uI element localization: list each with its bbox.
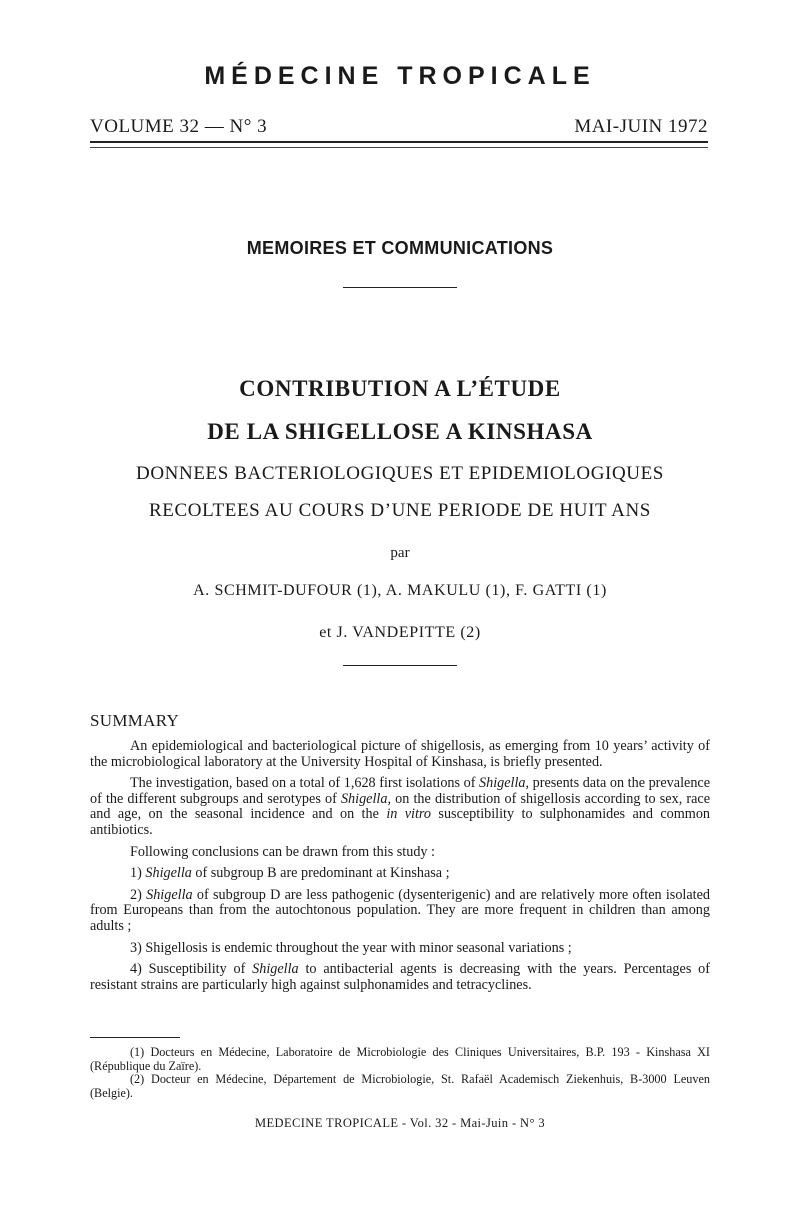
conclusion-item — [90, 962, 710, 993]
journal-title: MÉDECINE TROPICALE — [204, 62, 596, 90]
page-footer: MEDECINE TROPICALE - Vol. 32 - Mai-Juin - N° 3 — [254, 1116, 546, 1130]
genus-name: Shigella — [146, 886, 193, 903]
summary-text: of subgroup B are predominant at Kinshasa ; — [191, 865, 450, 882]
section-heading: MEMOIRES ET COMMUNICATIONS — [246, 238, 554, 258]
article-title-line2: DE LA SHIGELLOSE A KINSHASA — [207, 419, 593, 444]
genus-name: Shigella, — [340, 790, 391, 807]
conclusion-item — [90, 941, 710, 957]
footnote-1: (1) Docteurs en Médecine, Laboratoire de Microbiologie des Cliniques Universitaires, B.P. 193 - Kinshasa XI (République du Zaïre). — [90, 1045, 710, 1073]
summary-text: Following conclusions can be drawn from this study : — [130, 843, 435, 860]
summary-text: susceptibility to sulphonamides and common antibiotics. — [90, 806, 711, 838]
authors-divider — [343, 665, 457, 666]
volume-number: VOLUME 32 — N° 3 — [90, 116, 268, 137]
authors-line1: A. SCHMIT-DUFOUR (1), A. MAKULU (1), F. GATTI (1) — [193, 582, 607, 599]
summary-heading: SUMMARY — [90, 711, 180, 730]
summary-text: presents data on the prevalence of the different subgroups and serotypes of — [90, 775, 711, 807]
summary-text: An epidemiological and bacteriological picture of shigellosis, as emerging from 10 years’ activity of the microbiological laboratory at the University Hospital of Kinshasa, is briefly presented. — [90, 738, 710, 770]
summary-text: of subgroup D are less pathogenic (dysenterigenic) and are relatively more often isolated from Europeans than from the autochtonous population. They are more frequent in children than among adults ; — [90, 886, 710, 934]
summary-text: The investigation, based on a total of 1,628 first isolations of — [130, 775, 480, 792]
footnote-rule — [90, 1037, 180, 1038]
article-subtitle-line2: RECOLTEES AU COURS D’UNE PERIODE DE HUIT ANS — [149, 500, 651, 521]
summary-text: 1) — [130, 865, 146, 882]
summary-paragraph — [90, 845, 710, 861]
summary-text: 4) Susceptibility of — [130, 961, 253, 978]
authors-line2: et J. VANDEPITTE (2) — [319, 624, 481, 641]
conclusion-item — [90, 888, 710, 935]
article-subtitle-line1: DONNEES BACTERIOLOGIQUES ET EPIDEMIOLOGIQUES — [136, 463, 664, 484]
genus-name: Shigella — [252, 961, 299, 978]
footnote-2: (2) Docteur en Médecine, Département de Microbiologie, St. Rafaël Academisch Ziekenhuis, B-3000 Leuven (Belgie). — [90, 1072, 710, 1100]
issue-date: MAI-JUIN 1972 — [574, 116, 708, 137]
genus-name: Shigella — [145, 865, 192, 882]
footnotes — [90, 1046, 710, 1100]
conclusion-item — [90, 866, 710, 882]
header-rule — [90, 141, 708, 143]
summary-paragraph — [90, 739, 710, 770]
summary-text: 2) — [130, 886, 147, 903]
summary-paragraph — [90, 776, 710, 838]
summary-text: 3) Shigellosis is endemic throughout the year with minor seasonal variations ; — [130, 939, 572, 956]
genus-name: Shigella, — [479, 775, 530, 792]
summary-text: on the distribution of shigellosis according to sex, race and age, on the seasonal incidence and on the — [90, 790, 710, 823]
by-line: par — [390, 545, 410, 561]
italic-term: in vitro — [386, 806, 432, 823]
header-rule-thin — [90, 147, 708, 148]
section-divider — [343, 287, 457, 288]
summary-body — [90, 739, 710, 995]
article-title-line1: CONTRIBUTION A L’ÉTUDE — [239, 376, 561, 401]
summary-text: to antibacterial agents is decreasing with the years. Percentages of resistant strains are particularly high against sulphonamides and tetracyclines. — [90, 961, 710, 993]
